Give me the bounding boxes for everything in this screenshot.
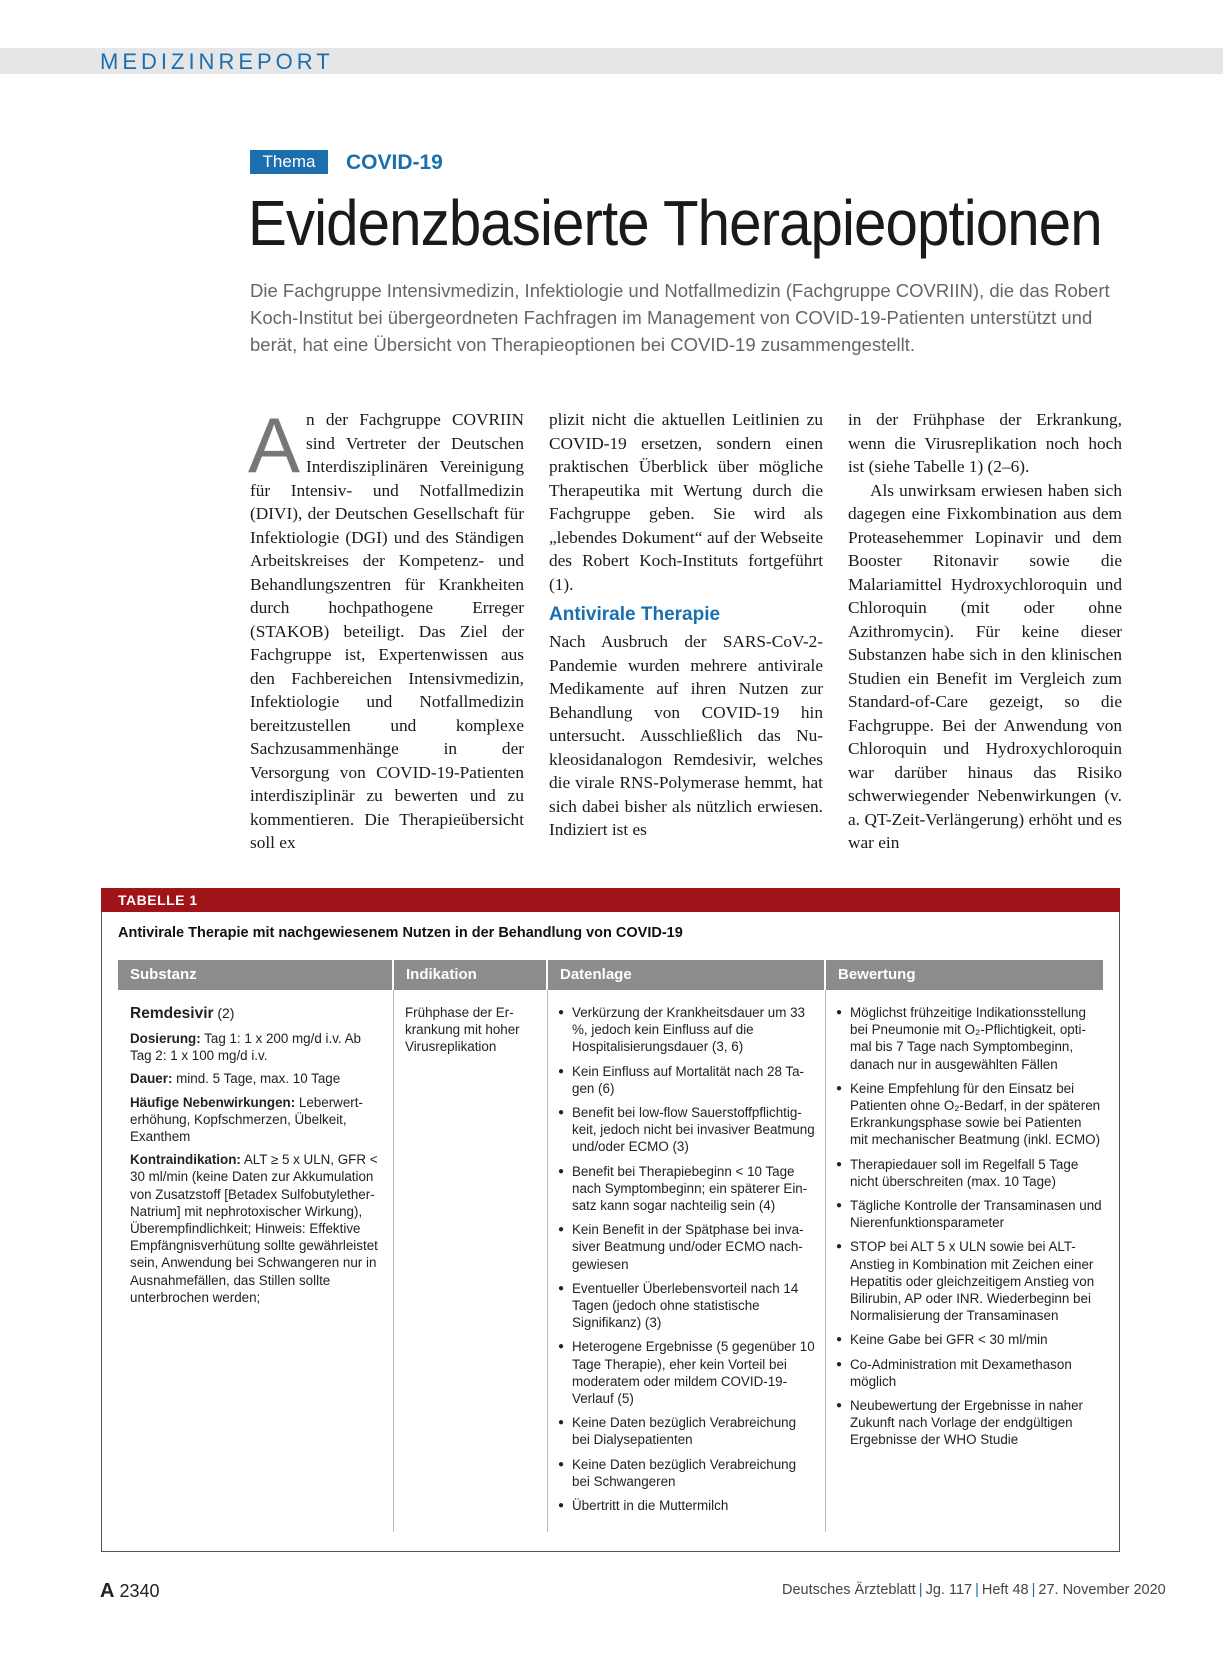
journal-volume: Jg. 117: [925, 1582, 973, 1598]
body-paragraph-2-part-2: in der Frühphase der Erkrankung, wenn die Virusreplikation noch hoch ist (siehe Tabelle 1) (2–6).: [848, 410, 1122, 476]
bewertung-item: ● Therapiedauer soll im Regelfall 5 Tage nicht überschreiten (max. 10 Tage): [836, 1156, 1102, 1190]
dosierung-label: Dosierung:: [130, 1031, 201, 1046]
cell-indikation: Frühphase der Erkrankung mit hoher Virusreplikation: [405, 1005, 520, 1055]
dauer-value: mind. 5 Tage, max. 10 Tage: [176, 1071, 341, 1087]
datenlage-item: ● Keine Daten bezüglich Verabreichung bei Schwangeren: [558, 1456, 816, 1490]
datenlage-item: ● Kein Benefit in der Spätphase bei invasiver Beatmung und/oder ECMO nachgewiesen: [558, 1221, 816, 1273]
table-label: TABELLE 1: [118, 892, 198, 908]
datenlage-item: ● Benefit bei Therapiebeginn < 10 Tage nach Symptombeginn; ein späterer Einsatz kann sogar nachteilig sein (4): [558, 1163, 816, 1215]
datenlage-item: ● Keine Daten bezüglich Verabreichung bei Dialysepatienten: [558, 1414, 816, 1448]
body-paragraph-1-part-2: plizit nicht die aktuellen Leitlinien zu COVID-19 ersetzen, sondern einen praktischen Überblick über mögliche Therapeutika mit Wertung durch die Fachgruppe geben. Sie wird als „lebendes Dokument“ auf der Webseite des Robert Koch-Instituts fortgeführt (1).: [549, 410, 823, 594]
dosierung-value: Tag 1: 1 x 200 mg/d i.v. Ab Tag 2: 1 x 100 mg/d i.v.: [130, 1031, 361, 1064]
column-divider: [393, 990, 394, 1532]
table-header-datenlage: Datenlage: [548, 960, 824, 990]
topic-label: COVID-19: [346, 151, 443, 174]
datenlage-item: ● Eventueller Überlebensvorteil nach 14 Tagen (jedoch ohne statistische Signifikanz) (3): [558, 1280, 816, 1332]
bewertung-item: ● Keine Empfehlung für den Einsatz bei Patienten ohne O₂-Bedarf, in der späteren Erkrankungsphase sowie bei Patienten mit mechanischer Beatmung (inkl. ECMO): [836, 1080, 1102, 1149]
table-header-substanz: Substanz: [118, 960, 392, 990]
lead-paragraph: Die Fachgruppe Intensivmedizin, Infektiologie und Notfallmedizin (Fachgruppe COVRIIN), die das Robert Koch-Institut bei übergeordneten Fachfragen im Management von COVID-19-Patienten unterstützt und berät, hat eine Übersicht von Therapieoptionen bei COVID-19 zusammengestellt.: [250, 280, 1110, 355]
body-column-3: [848, 408, 1122, 855]
drug-reference: (2): [217, 1005, 235, 1021]
body-column-2: [549, 408, 823, 842]
headline: Evidenzbasierte Therapieoptionen: [248, 187, 1102, 259]
datenlage-item: ● Übertritt in die Muttermilch: [558, 1497, 816, 1514]
journal-name: Deutsches Ärzteblatt: [782, 1582, 916, 1598]
datenlage-item: ● Benefit bei low-flow Sauerstoffpflichtigkeit, jedoch nicht bei invasiver Beatmung und/oder ECMO (3): [558, 1104, 816, 1156]
nebenwirkungen-label: Häufige Nebenwirkungen:: [130, 1094, 296, 1110]
bewertung-item: ● Keine Gabe bei GFR < 30 ml/min: [836, 1331, 1102, 1348]
bewertung-item: ● Möglichst frühzeitige Indikationsstellung bei Pneumonie mit O₂-Pflichtigkeit, optimal bis 7 Tage nach Symptombeginn, danach nur in ausgewählten Fällen: [836, 1004, 1102, 1073]
bewertung-item: ● Co-Administration mit Dexamethason möglich: [836, 1356, 1102, 1390]
subheading: Antivirale Therapie: [549, 604, 721, 625]
dauer-label: Dauer:: [130, 1071, 173, 1087]
body-paragraph-1-part-1: n der Fachgruppe COVRIIN sind Vertreter der Deutschen Interdisziplinären Vereinigung für Intensiv- und Notfallmedizin (DIVI), der Deutschen Gesellschaft für Infektiologie (DGI) und des Ständigen Arbeitskreises der Kompetenz- und Behandlungszentren für Krankheiten durch hochpathogene Erreger (STAKOB) beteiligt. Das Ziel der Fachgruppe ist, Expertenwissen aus den Fachbereichen Intensivmedizin, Infektiologie und Notfallmedizin bereitzustellen und komplexe Sachzusammenhänge in der Versorgung von COVID-19-Patienten interdisziplinär zu bewerten und zu kommentieren. Die Therapieübersicht soll ex: [250, 410, 524, 852]
journal-info: Deutsches Ärzteblatt | Jg. 117 | Heft 48 | 27. November 2020: [782, 1582, 1166, 1598]
datenlage-item: ● Verkürzung der Krankheitsdauer um 33 %, jedoch kein Einfluss auf die Hospitalisierungsdauer (3, 6): [558, 1004, 816, 1056]
column-divider: [825, 990, 826, 1532]
nebenwirkungen-value: Leberwerterhöhung, Kopfschmerzen, Übelkeit, Exanthem: [130, 1094, 363, 1145]
page-prefix: A: [100, 1580, 115, 1602]
body-column-1: [248, 401, 524, 855]
journal-issue: Heft 48: [981, 1582, 1029, 1598]
bewertung-item: ● Tägliche Kontrolle der Transaminasen und Nierenfunktionsparameter: [836, 1197, 1102, 1231]
datenlage-item: ● Kein Einfluss auf Mortalität nach 28 Tagen (6): [558, 1063, 816, 1097]
table-label-bar: [101, 888, 1120, 912]
kontraindikation-label: Kontraindikation:: [130, 1152, 241, 1168]
drop-cap: A: [248, 401, 301, 489]
body-paragraph-3: Als unwirksam erwiesen haben sich dagegen eine Fixkombination aus dem Proteasehemmer Lopinavir und dem Booster Ritonavir sowie die Malariamittel Hydroxychloroquin und Chloroquin (mit oder ohne Azithromycin). Für keine dieser Substanzen habe sich in den klinischen Studien ein Benefit im Vergleich zum Standard-of-Care gezeigt, so die Fachgruppe. Bei der Anwendung von Chloroquin und Hydroxychloroquin war darüber hinaus das Risiko schwerwiegender Nebenwirkungen (v. a. QT-Zeit-Verlängerung) erhöht und es war ein: [848, 480, 1122, 852]
page-number-value: 2340: [119, 1581, 160, 1601]
cell-bewertung: [836, 1004, 1102, 1456]
bewertung-item: ● Neubewertung der Ergebnisse in naher Zukunft nach Vorlage der endgültigen Ergebnisse der WHO Studie: [836, 1397, 1102, 1449]
kontraindikation-value: ALT ≥ 5 x ULN, GFR < 30 ml/min (keine Daten zur Akkumulation von Zusatzstoff [Betadex Sulfobutylether-Natrium] mit nephrotoxischer Wirkung), Überempfindlichkeit; Hinweis: Effektive Empfängnisverhütung sollte gewährleistet sein, Anwendung bei Schwangeren nur in Ausnahmefällen, das Stillen sollte unterbrochen werden;: [130, 1152, 378, 1305]
journal-date: 27. November 2020: [1038, 1582, 1166, 1598]
datenlage-item: ● Heterogene Ergebnisse (5 gegenüber 10 Tage Therapie), eher kein Vorteil bei moderatem oder mildem COVID-19-Verlauf (5): [558, 1338, 816, 1407]
table-header-indikation: Indikation: [394, 960, 546, 990]
cell-substanz: [130, 1004, 382, 1312]
table-header-bewertung: Bewertung: [826, 960, 1103, 990]
page-number: [100, 1580, 160, 1603]
section-label: MEDIZINREPORT: [100, 49, 334, 74]
table-caption: Antivirale Therapie mit nachgewiesenem Nutzen in der Behandlung von COVID-19: [118, 925, 683, 941]
drug-name: Remdesivir: [130, 1005, 214, 1022]
cell-datenlage: [558, 1004, 816, 1521]
column-divider: [547, 990, 548, 1532]
thema-badge: Thema: [250, 150, 328, 174]
body-paragraph-2-part-1: Nach Ausbruch der SARS-CoV-2-Pandemie wurden mehrere antivirale Medikamente auf ihren Nutzen zur Behandlung von COVID-19 hin untersucht. Ausschließlich das Nukleosidanalogon Remdesivir, welches die virale RNS-Polymerase hemmt, hat sich dabei bisher als nützlich erwiesen. Indiziert ist es: [549, 632, 823, 839]
bewertung-item: ● STOP bei ALT 5 x ULN sowie bei ALT-Anstieg in Kombination mit Zeichen einer Hepatitis oder gleichzeitigem Anstieg von Bilirubin, AP oder INR. Wiederbeginn bei Normalisierung der Transaminasen: [836, 1238, 1102, 1324]
